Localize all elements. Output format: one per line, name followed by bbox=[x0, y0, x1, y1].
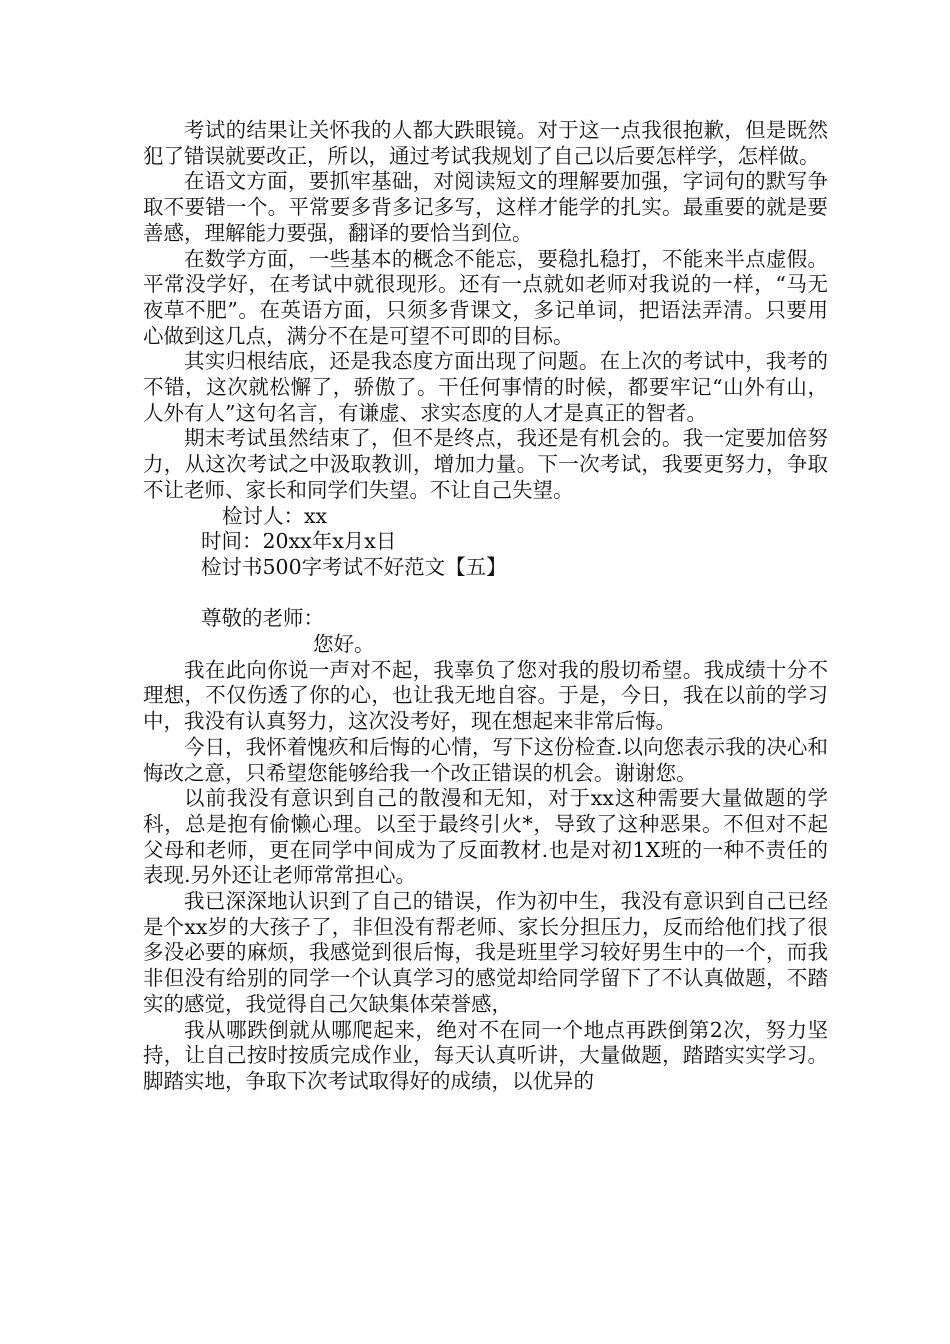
greeting: 您好。 bbox=[313, 632, 375, 657]
date-line: 时间：20xx年x月x日 bbox=[201, 529, 397, 554]
paragraph: 以前我没有意识到自己的散漫和无知，对于xx这种需要大量做题的学科，总是抱有偷懒心理。以至于最终引火*，导致了这种恶果。不但对不起父母和老师，更在同学中间成为了反面教材.也是对初1X班的一种不责任的表现.另外还让老师常常担心。 bbox=[143, 786, 828, 888]
signature-line: 检讨人：xx bbox=[222, 503, 328, 528]
paragraph: 今日，我怀着愧疚和后悔的心情，写下这份检查.以向您表示我的决心和悔改之意，只希望您能够给我一个改正错误的机会。谢谢您。 bbox=[143, 734, 828, 785]
paragraph: 其实归根结底，还是我态度方面出现了问题。在上次的考试中，我考的不错，这次就松懈了，骄傲了。干任何事情的时候，都要牢记“山外有山，人外有人”这句名言，有谦虚、求实态度的人才是真正的智者。 bbox=[143, 349, 828, 425]
paragraph: 考试的结果让关怀我的人都大跌眼镜。对于这一点我很抱歉，但是既然犯了错误就要改正，所以，通过考试我规划了自己以后要怎样学，怎样做。 bbox=[143, 118, 828, 168]
blank-line bbox=[143, 581, 828, 607]
salutation: 尊敬的老师： bbox=[201, 606, 324, 631]
section-title: 检讨书500字考试不好范文【五】 bbox=[201, 554, 507, 579]
document-page bbox=[143, 118, 828, 1095]
paragraph: 我已深深地认识到了自己的错误，作为初中生，我没有意识到自己已经是个xx岁的大孩子了，非但没有帮老师、家长分担压力，反而给他们找了很多没必要的麻烦，我感觉到很后悔，我是班里学习较好男生中的一个，而我非但没有给别的同学一个认真学习的感觉却给同学留下了不认真做题，不踏实的感觉，我觉得自己欠缺集体荣誉感， bbox=[143, 889, 828, 1016]
paragraph: 我从哪跌倒就从哪爬起来，绝对不在同一个地点再跌倒第2次，努力坚持，让自己按时按质完成作业，每天认真听讲，大量做题，踏踏实实学习。脚踏实地，争取下次考试取得好的成绩，以优异的 bbox=[143, 1017, 828, 1093]
paragraph: 我在此向你说一声对不起，我辜负了您对我的殷切希望。我成绩十分不理想，不仅伤透了你的心，也让我无地自容。于是，今日，我在以前的学习中，我没有认真努力，这次没考好，现在想起来非常后悔。 bbox=[143, 657, 828, 734]
paragraph: 在数学方面，一些基本的概念不能忘，要稳扎稳打，不能来半点虚假。平常没学好，在考试中就很现形。还有一点就如老师对我说的一样，“马无夜草不肥”。在英语方面，只须多背课文，多记单词，把语法弄清。只要用心做到这几点，满分不在是可望不可即的目标。 bbox=[143, 246, 828, 348]
paragraph: 在语文方面，要抓牢基础，对阅读短文的理解要加强，字词句的默写争取不要错一个。平常要多背多记多写，这样才能学的扎实。最重要的就是要善感，理解能力要强，翻译的要恰当到位。 bbox=[143, 169, 828, 245]
paragraph: 期末考试虽然结束了，但不是终点，我还是有机会的。我一定要加倍努力，从这次考试之中汲取教训，增加力量。下一次考试，我要更努力，争取不让老师、家长和同学们失望。不让自己失望。 bbox=[143, 426, 828, 502]
